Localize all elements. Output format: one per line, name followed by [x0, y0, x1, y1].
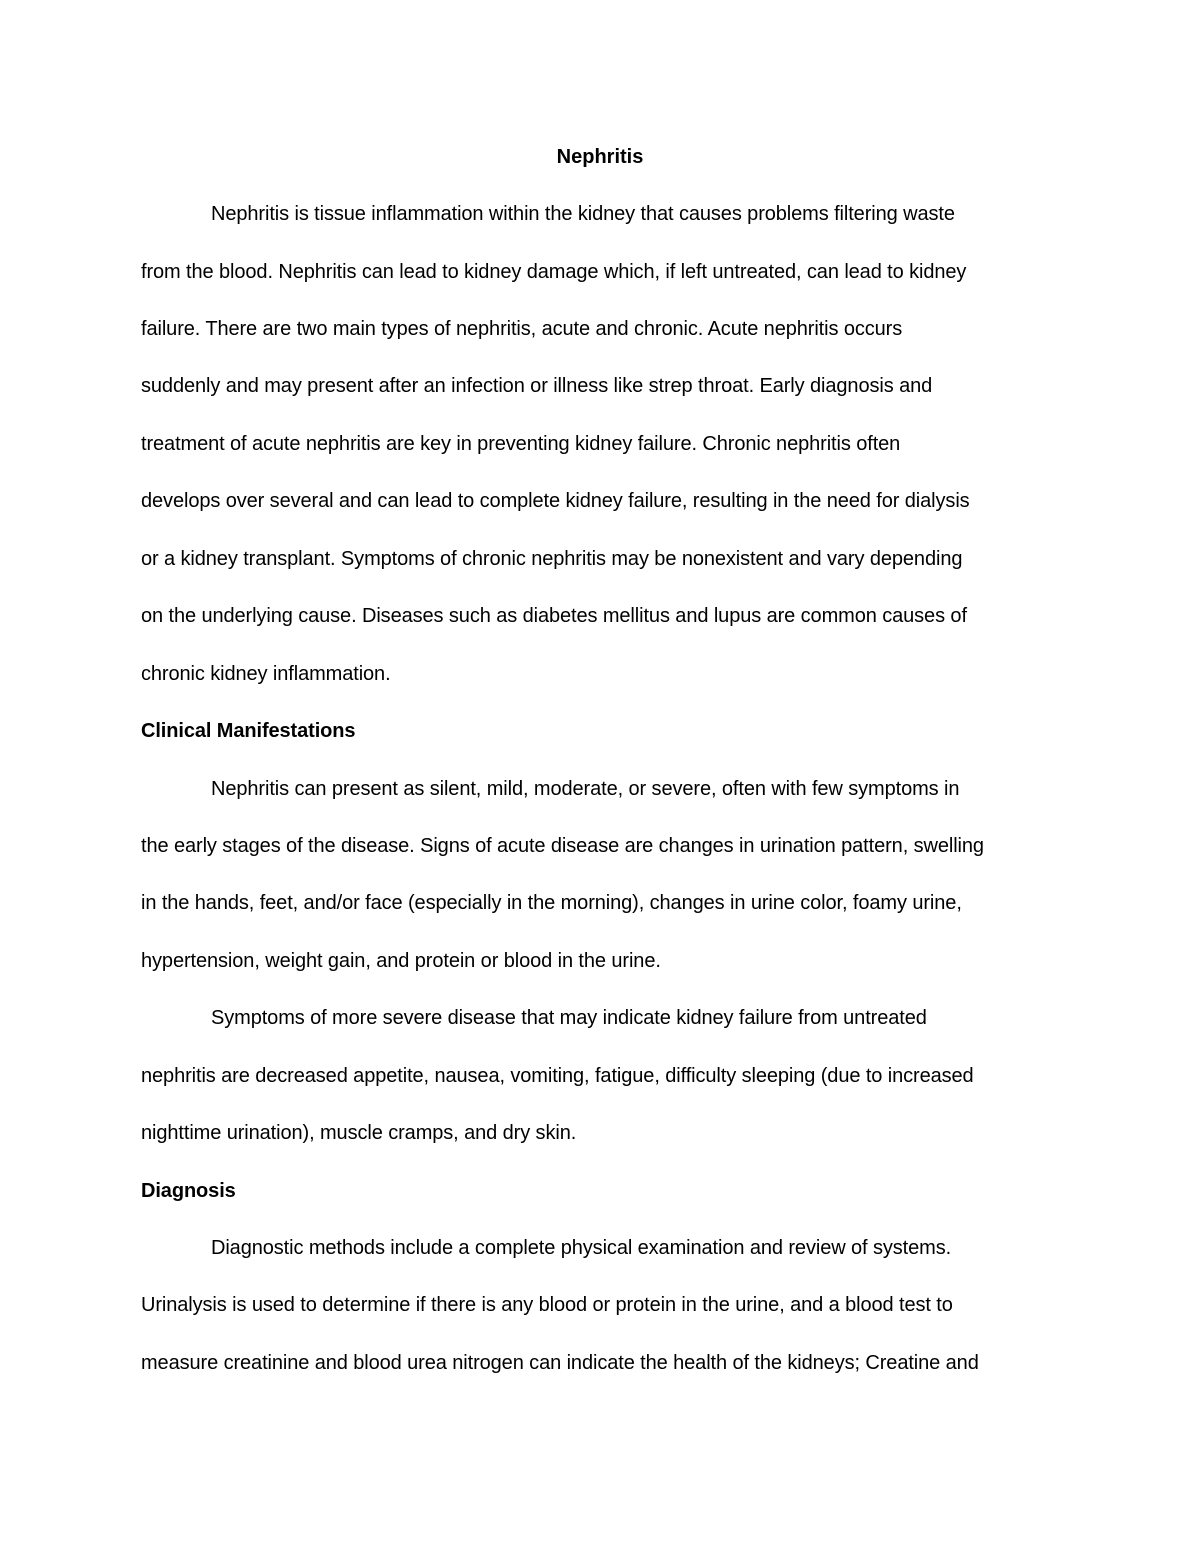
paragraph-line: Urinalysis is used to determine if there is any blood or protein in the urine, and a blood test to	[141, 1294, 953, 1316]
paragraph-line: Symptoms of more severe disease that may indicate kidney failure from untreated	[211, 1007, 927, 1029]
paragraph-line: the early stages of the disease. Signs of acute disease are changes in urination pattern, swelling	[141, 835, 984, 857]
paragraph-line: Nephritis can present as silent, mild, moderate, or severe, often with few symptoms in	[211, 778, 960, 800]
paragraph-line: treatment of acute nephritis are key in preventing kidney failure. Chronic nephritis often	[141, 433, 901, 455]
paragraph-line: nighttime urination), muscle cramps, and dry skin.	[141, 1122, 577, 1144]
paragraph-line: or a kidney transplant. Symptoms of chronic nephritis may be nonexistent and vary depending	[141, 548, 963, 570]
paragraph-line: develops over several and can lead to complete kidney failure, resulting in the need for dialysis	[141, 490, 970, 512]
paragraph-line: from the blood. Nephritis can lead to kidney damage which, if left untreated, can lead to kidney	[141, 261, 967, 283]
paragraph-line: hypertension, weight gain, and protein or blood in the urine.	[141, 950, 661, 972]
paragraph-line: failure. There are two main types of nephritis, acute and chronic. Acute nephritis occurs	[141, 318, 903, 340]
section-heading-diagnosis: Diagnosis	[141, 1180, 236, 1202]
paragraph-line: chronic kidney inflammation.	[141, 663, 391, 685]
paragraph-line: suddenly and may present after an infection or illness like strep throat. Early diagnosis and	[141, 375, 933, 397]
section-heading-clinical: Clinical Manifestations	[141, 720, 356, 742]
paragraph-line: Diagnostic methods include a complete physical examination and review of systems.	[211, 1237, 952, 1259]
paragraph-line: in the hands, feet, and/or face (especially in the morning), changes in urine color, foamy urine,	[141, 892, 962, 914]
paragraph-line: nephritis are decreased appetite, nausea, vomiting, fatigue, difficulty sleeping (due to increased	[141, 1065, 974, 1087]
paragraph-line: on the underlying cause. Diseases such as diabetes mellitus and lupus are common causes of	[141, 605, 967, 627]
page-title: Nephritis	[556, 146, 644, 168]
paragraph-line: Nephritis is tissue inflammation within the kidney that causes problems filtering waste	[211, 203, 955, 225]
paragraph-line: measure creatinine and blood urea nitrogen can indicate the health of the kidneys; Creatine and	[141, 1352, 979, 1374]
